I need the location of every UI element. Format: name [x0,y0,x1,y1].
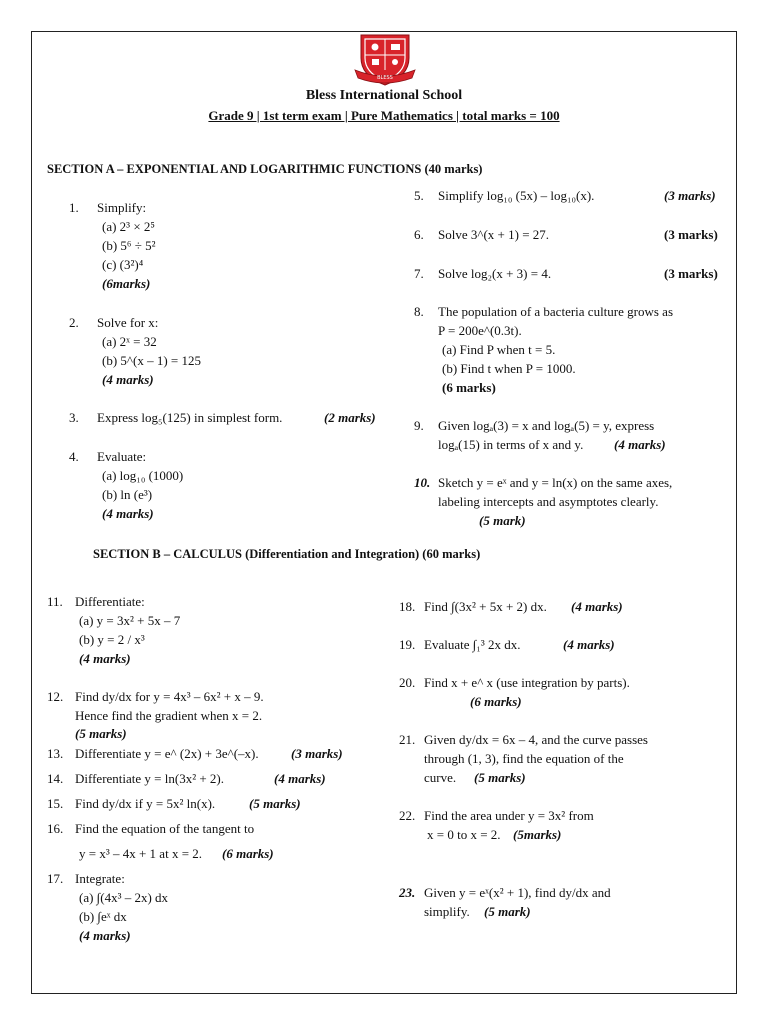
q1-part-c: (c) (3²)⁴ [102,257,144,272]
q4-text: Evaluate: [97,449,147,464]
q21-line3: curve. [424,770,457,785]
q13-text: Differentiate y = e^ (2x) + 3e^(–x). [75,746,259,761]
q12-number: 12. [47,689,64,704]
q10-line2: labeling intercepts and asymptotes clearly. [438,494,659,509]
q5-text: Simplify log₁₀ (5x) – log₁₀(x). [438,188,595,203]
q7-number: 7. [414,266,424,281]
q16-marks: (6 marks) [222,846,274,861]
q8-line1: The population of a bacteria culture grows as [438,304,673,319]
q13-number: 13. [47,746,64,761]
q16-line1: Find the equation of the tangent to [75,821,255,836]
q17-part-a: (a) ∫(4x³ – 2x) dx [79,890,169,905]
q12-line1: Find dy/dx for y = 4x³ – 6x² + x – 9. [75,689,264,704]
q4-number: 4. [69,449,79,464]
q8-part-a: (a) Find P when t = 5. [442,342,556,357]
q11-part-b: (b) y = 2 / x³ [79,632,145,647]
q14-text: Differentiate y = ln(3x² + 2). [75,771,224,786]
q9-line1: Given logₐ(3) = x and logₐ(5) = y, express [438,418,655,433]
q14-marks: (4 marks) [274,771,326,786]
q19-marks: (4 marks) [563,637,615,652]
q10-marks: (5 mark) [479,513,526,528]
q16-number: 16. [47,821,64,836]
q3-marks: (2 marks) [324,410,376,425]
q17-number: 17. [47,871,64,886]
q11-part-a: (a) y = 3x² + 5x – 7 [79,613,181,628]
q21-line1: Given dy/dx = 6x – 4, and the curve passes [424,732,648,747]
q4-marks: (4 marks) [102,506,154,521]
q23-line1: Given y = eˣ(x² + 1), find dy/dx and [424,885,611,900]
q2-marks: (4 marks) [102,372,154,387]
q17-marks: (4 marks) [79,928,131,943]
q3-text: Express log₅(125) in simplest form. [97,410,283,425]
q9-marks: (4 marks) [614,437,666,452]
q18-marks: (4 marks) [571,599,623,614]
q12-marks: (5 marks) [75,726,127,741]
q17-text: Integrate: [75,871,125,886]
q14-number: 14. [47,771,64,786]
q1-part-b: (b) 5⁶ ÷ 5² [102,238,156,253]
q1-marks: (6marks) [102,276,151,291]
q20-text: Find x + e^ x (use integration by parts). [424,675,630,690]
q20-number: 20. [399,675,416,690]
q19-number: 19. [399,637,416,652]
q15-number: 15. [47,796,64,811]
q8-number: 8. [414,304,424,319]
q11-number: 11. [47,594,63,609]
q8-line2: P = 200e^(0.3t). [438,323,522,338]
school-crest-logo [352,32,418,88]
q7-marks: (3 marks) [664,266,718,281]
q6-marks: (3 marks) [664,227,718,242]
q12-line2: Hence find the gradient when x = 2. [75,708,263,723]
q4-part-a: (a) log₁₀ (1000) [102,468,184,483]
q1-text: Simplify: [97,200,147,215]
q16-line2: y = x³ – 4x + 1 at x = 2. [79,846,203,861]
q6-number: 6. [414,227,424,242]
q7-text: Solve log₂(x + 3) = 4. [438,266,552,281]
q10-number: 10. [414,475,431,490]
q15-text: Find dy/dx if y = 5x² ln(x). [75,796,216,811]
section-a-title: SECTION A – EXPONENTIAL AND LOGARITHMIC FUNCTIONS (40 marks) [47,162,483,176]
q20-marks: (6 marks) [470,694,522,709]
q13-marks: (3 marks) [291,746,343,761]
q5-marks: (3 marks) [664,188,716,203]
q22-marks: (5marks) [513,827,562,842]
school-name: Bless International School [305,88,463,103]
q21-line2: through (1, 3), find the equation of the [424,751,624,766]
q1-number: 1. [69,200,79,215]
q18-text: Find ∫(3x² + 5x + 2) dx. [424,599,547,614]
q4-part-b: (b) ln (e³) [102,487,153,502]
q23-number: 23. [399,885,416,900]
q23-line2: simplify. [424,904,470,919]
q22-line2: x = 0 to x = 2. [427,827,501,842]
q22-line1: Find the area under y = 3x² from [424,808,594,823]
q19-text: Evaluate ∫₁³ 2x dx. [424,637,521,652]
q11-marks: (4 marks) [79,651,131,666]
q8-marks: (6 marks) [442,380,496,395]
q21-number: 21. [399,732,416,747]
q6-text: Solve 3^(x + 1) = 27. [438,227,550,242]
q22-number: 22. [399,808,416,823]
q5-number: 5. [414,188,424,203]
q17-part-b: (b) ∫eˣ dx [79,909,127,924]
q9-number: 9. [414,418,424,433]
q23-marks: (5 mark) [484,904,531,919]
exam-subtitle: Grade 9 | 1st term exam | Pure Mathematics | total marks = 100 [208,108,560,123]
q2-text: Solve for x: [97,315,159,330]
q1-part-a: (a) 2³ × 2⁵ [102,219,155,234]
q21-marks: (5 marks) [474,770,526,785]
q8-part-b: (b) Find t when P = 1000. [442,361,576,376]
q2-part-a: (a) 2ˣ = 32 [102,334,157,349]
section-b-title: SECTION B – CALCULUS (Differentiation and Integration) (60 marks) [93,547,481,561]
q3-number: 3. [69,410,79,425]
q9-line2: logₐ(15) in terms of x and y. [438,437,584,452]
logo-banner-text: BLESS [377,75,393,81]
q15-marks: (5 marks) [249,796,301,811]
q2-part-b: (b) 5^(x – 1) = 125 [102,353,201,368]
q18-number: 18. [399,599,416,614]
q11-text: Differentiate: [75,594,145,609]
q10-line1: Sketch y = eˣ and y = ln(x) on the same axes, [438,475,673,490]
q2-number: 2. [69,315,79,330]
